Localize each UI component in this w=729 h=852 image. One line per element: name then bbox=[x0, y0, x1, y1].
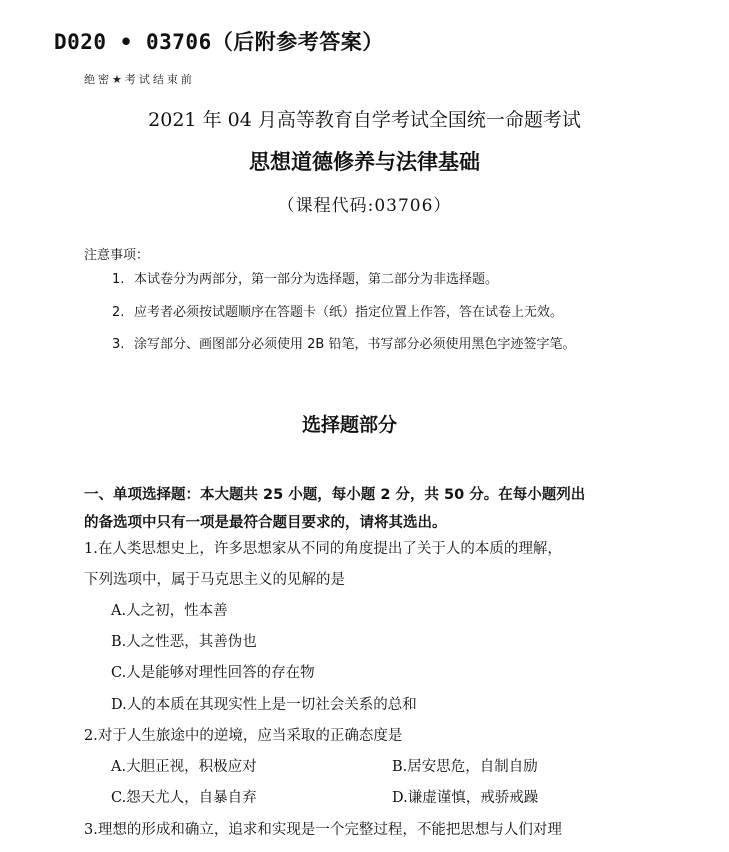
notice-item-number: 2. bbox=[112, 305, 125, 320]
notice-item-text: 应考者必须按试题顺序在答题卡（纸）指定位置上作答，答在试卷上无效。 bbox=[134, 305, 564, 320]
notice-title: 注意事项： bbox=[84, 248, 150, 263]
section-heading: 选择题部分 bbox=[301, 414, 397, 436]
document-header-code: D020 • 03706（后附参考答案） bbox=[54, 30, 384, 54]
question-2-option-c: C.怨天尤人，自暴自弃 bbox=[111, 790, 257, 806]
question-3-stem: 3.理想的形成和确立，追求和实现是一个完整过程，不能把思想与人们对理 bbox=[84, 822, 562, 838]
question-1-option-d: D.人的本质在其现实性上是一切社会关系的总和 bbox=[111, 697, 417, 713]
question-1-option-a: A.人之初，性本善 bbox=[111, 603, 228, 619]
question-1-stem: 1.在人类思想史上，许多思想家从不同的角度提出了关于人的本质的理解， bbox=[84, 541, 562, 557]
notice-item bbox=[112, 333, 575, 352]
part-heading-line: 一、单项选择题：本大题共 25 小题，每小题 2 分，共 50 分。在每小题列出 bbox=[84, 487, 586, 503]
notice-item-text: 涂写部分、画图部分必须使用 2B 铅笔，书写部分必须使用黑色字迹签字笔。 bbox=[134, 337, 576, 352]
question-1-option-c: C.人是能够对理性回答的存在物 bbox=[111, 665, 315, 681]
exam-title: 2021 年 04 月高等教育自学考试全国统一命题考试 bbox=[148, 109, 581, 131]
question-2-option-b: B.居安思危，自制自励 bbox=[392, 759, 538, 775]
question-2-option-a: A.大胆正视，积极应对 bbox=[111, 759, 257, 775]
notice-item-number: 1. bbox=[112, 272, 125, 287]
course-code: （课程代码:03706） bbox=[277, 196, 452, 216]
subject-title: 思想道德修养与法律基础 bbox=[249, 150, 480, 174]
question-1-option-b: B.人之性恶，其善伪也 bbox=[111, 634, 257, 650]
question-1-stem: 下列选项中，属于马克思主义的见解的是 bbox=[84, 572, 345, 588]
notice-item bbox=[112, 301, 563, 320]
question-2-option-d: D.谦虚谨慎，戒骄戒躁 bbox=[392, 790, 539, 806]
question-2-stem: 2.对于人生旅途中的逆境，应当采取的正确态度是 bbox=[84, 728, 403, 744]
secret-mark: 绝密★考试结束前 bbox=[84, 73, 195, 86]
notice-item-text: 本试卷分为两部分，第一部分为选择题，第二部分为非选择题。 bbox=[134, 272, 499, 287]
notice-item bbox=[112, 268, 498, 287]
part-heading-line: 的备选项中只有一项是最符合题目要求的，请将其选出。 bbox=[84, 515, 447, 531]
notice-item-number: 3. bbox=[112, 337, 125, 352]
